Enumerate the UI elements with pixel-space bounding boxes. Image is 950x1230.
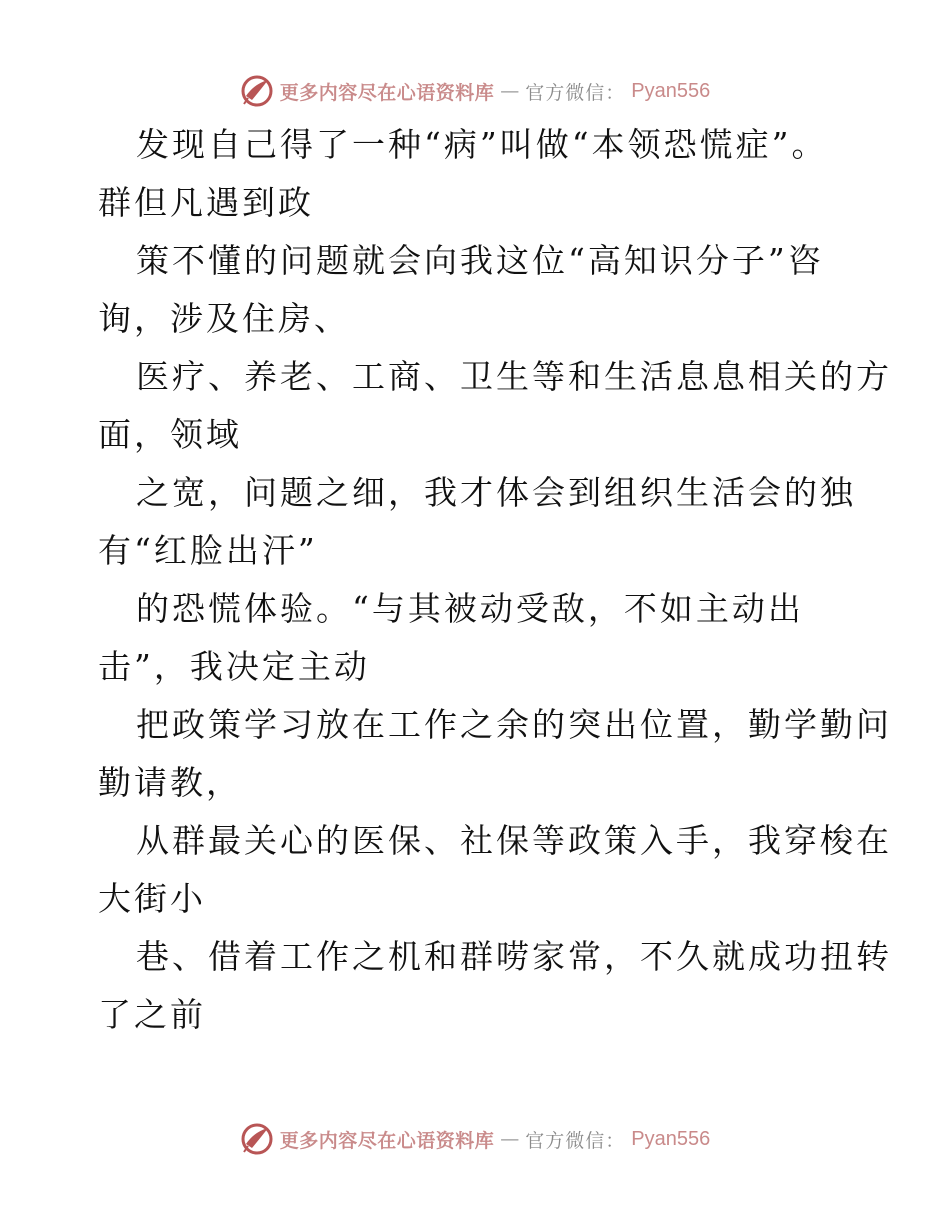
footer-banner-dash: — <box>500 1128 520 1150</box>
body-text <box>98 116 898 1044</box>
body-line: 有“红脸出汗” <box>98 531 318 570</box>
footer-wechat-label: 官方微信： <box>525 1129 626 1152</box>
header-banner-title: 更多内容尽在心语资料库 <box>279 81 495 104</box>
footer-banner <box>0 1119 950 1159</box>
body-line: 之宽，问题之细，我才体会到组织生活会的独 <box>136 473 856 512</box>
footer-banner-title: 更多内容尽在心语资料库 <box>279 1129 495 1152</box>
header-banner-dash: — <box>500 80 520 102</box>
pen-nib-logo-icon <box>240 1122 274 1156</box>
body-line: 巷、借着工作之机和群唠家常，不久就成功扭转 <box>136 937 892 976</box>
body-line: 大街小 <box>98 879 206 918</box>
header-banner <box>0 71 950 111</box>
footer-wechat-id: Pyan556 <box>631 1127 711 1150</box>
body-line: 从群最关心的医保、社保等政策入手，我穿梭在 <box>136 821 892 860</box>
body-line: 把政策学习放在工作之余的突出位置，勤学勤问 <box>136 705 892 744</box>
body-line: 勤请教， <box>98 763 242 802</box>
header-wechat-label: 官方微信： <box>525 81 626 104</box>
header-wechat-id: Pyan556 <box>631 79 711 102</box>
body-line: 击”，我决定主动 <box>98 647 370 686</box>
body-line: 面，领域 <box>98 415 242 454</box>
body-line: 询，涉及住房、 <box>98 299 350 338</box>
body-line: 的恐慌体验。“与其被动受敌，不如主动出 <box>136 589 804 628</box>
body-line: 群但凡遇到政 <box>98 183 314 222</box>
body-line: 发现自己得了一种“病”叫做“本领恐慌症”。 <box>136 125 828 164</box>
body-line: 策不懂的问题就会向我这位“高知识分子”咨 <box>136 241 824 280</box>
pen-nib-logo-icon <box>240 74 274 108</box>
body-line: 了之前 <box>98 995 206 1034</box>
body-line: 医疗、养老、工商、卫生等和生活息息相关的方 <box>136 357 892 396</box>
